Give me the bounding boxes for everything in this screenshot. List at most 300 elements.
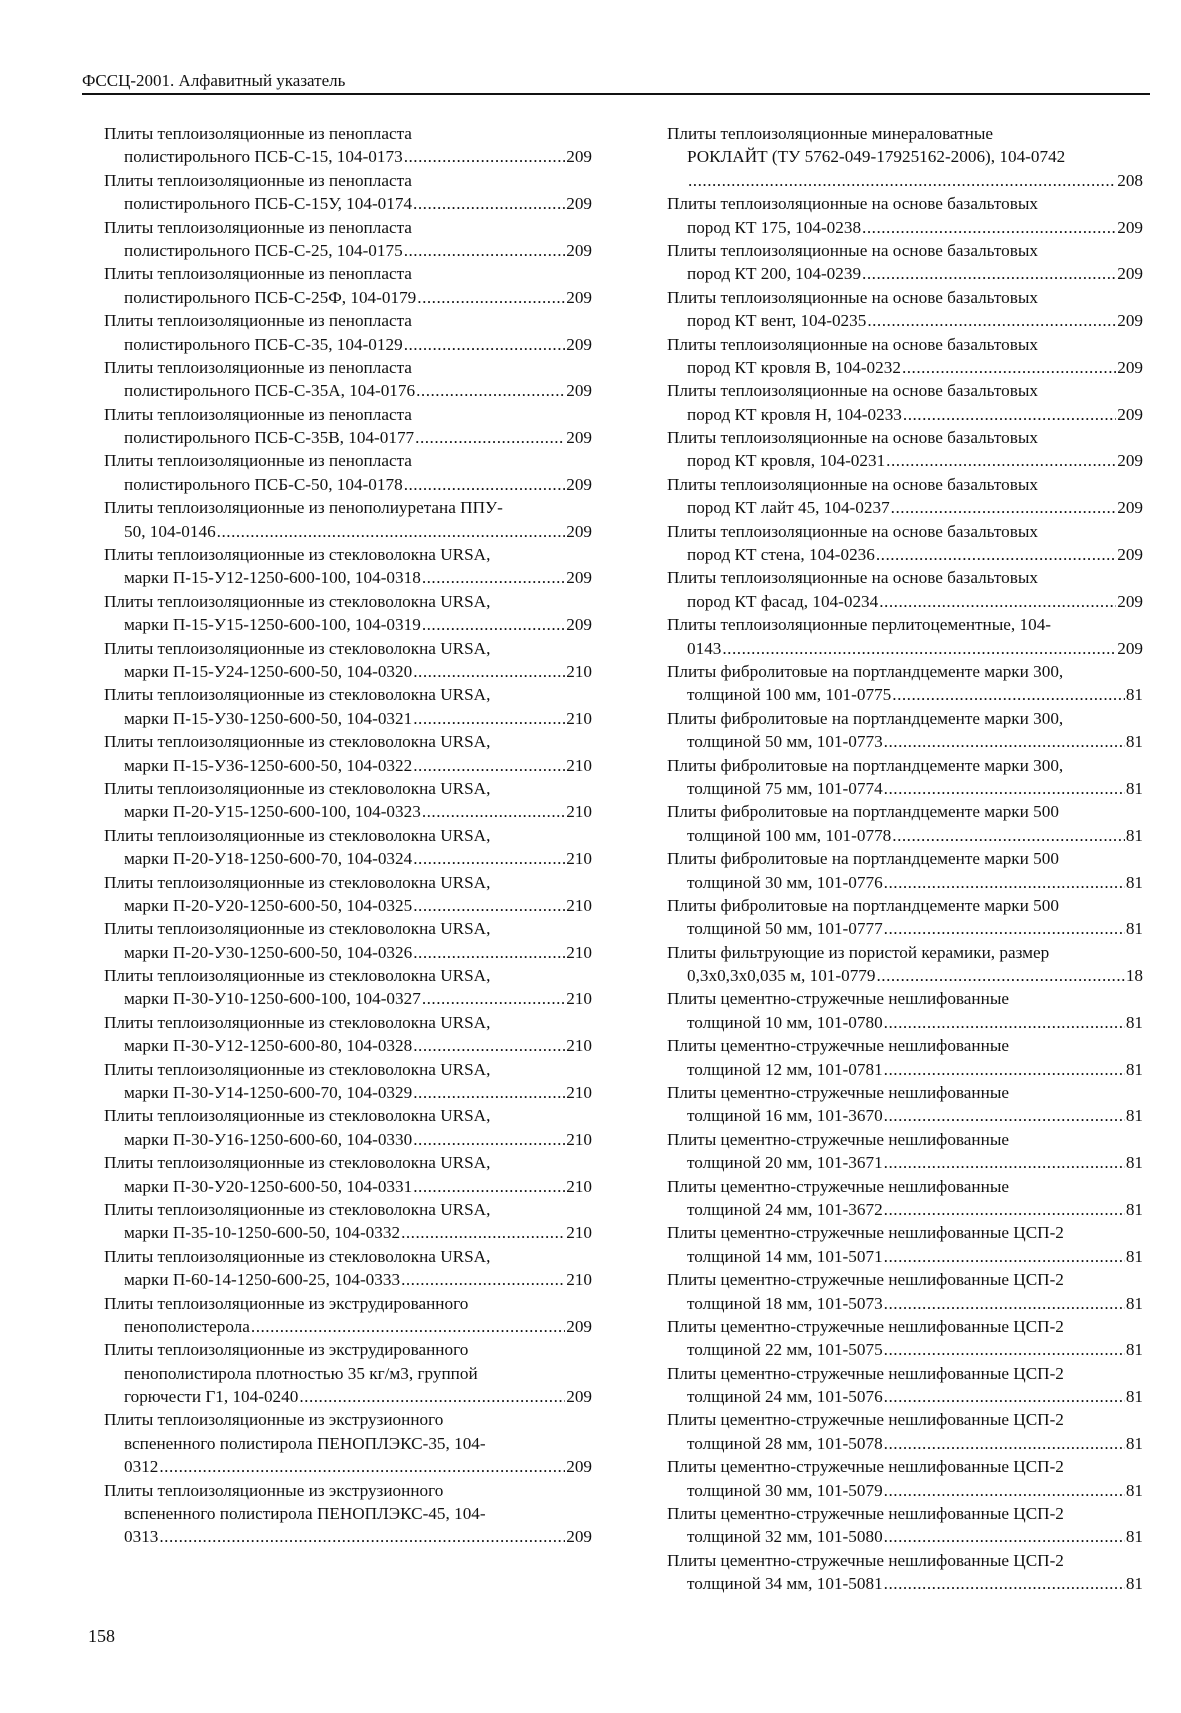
index-entry: [104, 871, 592, 918]
index-entry-text: вспененного полистирола ПЕНОПЛЭКС-45, 104-: [124, 1504, 486, 1524]
leader-dots: [892, 683, 1125, 706]
index-entry-page: 210: [566, 942, 592, 962]
index-entry-text: Плиты фибролитовые на портландцементе марки 500: [667, 849, 1059, 869]
index-entry-page: 81: [1125, 919, 1143, 939]
index-entry-last-line: [104, 894, 592, 917]
index-entry-text: марки П-15-У36-1250-600-50, 104-0322: [124, 755, 413, 775]
page-header: ФССЦ-2001. Алфавитный указатель: [82, 70, 1150, 95]
index-entry-text: толщиной 18 мм, 101-5073: [687, 1293, 883, 1313]
index-entry-text: марки П-30-У12-1250-600-80, 104-0328: [124, 1036, 413, 1056]
index-entry-last-line: [104, 1268, 592, 1291]
index-entry-text: Плиты теплоизоляционные из пенопласта: [104, 451, 412, 471]
index-entry-page: 210: [566, 895, 592, 915]
index-entry-page: 209: [566, 381, 592, 401]
index-entry-last-line: [667, 496, 1143, 519]
index-entry-page: 81: [1125, 872, 1143, 892]
leader-dots: [884, 871, 1125, 894]
index-entry-text: Плиты цементно-стружечные нешлифованные ЦСП-2: [667, 1457, 1064, 1477]
index-entry-text: Плиты теплоизоляционные из стекловолокна URSA,: [104, 919, 491, 939]
index-entry-last-line: [104, 1128, 592, 1151]
index-entry-page: 81: [1125, 1106, 1143, 1126]
index-entry-text: Плиты цементно-стружечные нешлифованные ЦСП-2: [667, 1410, 1064, 1430]
leader-dots: [884, 1011, 1125, 1034]
index-entry-last-line: [667, 590, 1143, 613]
index-entry-text: марки П-30-У20-1250-600-50, 104-0331: [124, 1176, 413, 1196]
index-entry-text: 0143: [687, 638, 722, 658]
index-entry-text: толщиной 100 мм, 101-0778: [687, 825, 892, 845]
index-entry-text: Плиты фибролитовые на портландцементе марки 300,: [667, 708, 1064, 728]
index-entry-text: марки П-35-10-1250-600-50, 104-0332: [124, 1223, 401, 1243]
index-entry-page: 209: [566, 287, 592, 307]
index-entry-page: 81: [1125, 1059, 1143, 1079]
index-entry-last-line: [104, 987, 592, 1010]
index-entry-text: полистирольного ПСБ-С-25, 104-0175: [124, 240, 403, 260]
index-entry-text: марки П-60-14-1250-600-25, 104-0333: [124, 1270, 401, 1290]
index-entry: [667, 379, 1143, 426]
index-entry-page: 210: [566, 802, 592, 822]
index-entry-text: толщиной 34 мм, 101-5081: [687, 1574, 883, 1594]
index-entry-text: марки П-20-У20-1250-600-50, 104-0325: [124, 895, 413, 915]
index-entry-text: Плиты теплоизоляционные из стекловолокна URSA,: [104, 1153, 491, 1173]
index-entry-text: толщиной 10 мм, 101-0780: [687, 1012, 883, 1032]
index-entry-page: 81: [1125, 1387, 1143, 1407]
index-entry-page: 210: [566, 1270, 592, 1290]
index-entry-last-line: [667, 1479, 1143, 1502]
index-entry: [104, 683, 592, 730]
index-entry-page: 18: [1125, 966, 1143, 986]
index-entry-text: Плиты теплоизоляционные из пенопласта: [104, 311, 412, 331]
index-entry-text: Плиты теплоизоляционные из стекловолокна URSA,: [104, 685, 491, 705]
index-entry-page: 81: [1125, 778, 1143, 798]
index-entry-text: Плиты теплоизоляционные на основе базальтовых: [667, 521, 1038, 541]
index-entry-last-line: [104, 520, 592, 543]
index-entry-text: марки П-30-У16-1250-600-60, 104-0330: [124, 1129, 413, 1149]
leader-dots: [413, 894, 565, 917]
index-entry-text: Плиты теплоизоляционные на основе базальтовых: [667, 334, 1038, 354]
index-entry-last-line: [104, 1385, 592, 1408]
index-entry-text: Плиты цементно-стружечные нешлифованные: [667, 1176, 1010, 1196]
index-entry: [104, 1245, 592, 1292]
index-entry-page: 209: [566, 1387, 592, 1407]
index-entry-page: 81: [1125, 1199, 1143, 1219]
index-entry-page: 210: [566, 1036, 592, 1056]
leader-dots: [884, 777, 1125, 800]
index-entry-last-line: [667, 1058, 1143, 1081]
index-entry: [667, 333, 1143, 380]
index-entry: [667, 941, 1143, 988]
index-column-left: [104, 122, 592, 1549]
index-entry: [104, 730, 592, 777]
leader-dots: [422, 987, 565, 1010]
index-entry-text: Плиты теплоизоляционные из стекловолокна URSA,: [104, 545, 491, 565]
index-entry-text: толщиной 22 мм, 101-5075: [687, 1340, 883, 1360]
index-entry-text: пород КТ кровля В, 104-0232: [687, 357, 901, 377]
index-entry-text: полистирольного ПСБ-С-25Ф, 104-0179: [124, 287, 417, 307]
index-entry-text: Плиты цементно-стружечные нешлифованные ЦСП-2: [667, 1223, 1064, 1243]
index-entry: [667, 754, 1143, 801]
index-entry-last-line: [104, 613, 592, 636]
index-entry-text: Плиты теплоизоляционные из стекловолокна URSA,: [104, 872, 491, 892]
index-entry-page: 210: [566, 661, 592, 681]
index-entry-page: 81: [1125, 1433, 1143, 1453]
index-entry: [667, 1315, 1143, 1362]
index-entry: [104, 309, 592, 356]
index-entry-last-line: [104, 1315, 592, 1338]
index-entry-last-line: [104, 286, 592, 309]
index-entry-text: Плиты теплоизоляционные из пенопласта: [104, 357, 412, 377]
index-entry-page: 209: [566, 240, 592, 260]
index-column-right: [667, 122, 1143, 1596]
leader-dots: [401, 1221, 565, 1244]
index-entry-text: Плиты цементно-стружечные нешлифованные ЦСП-2: [667, 1363, 1064, 1383]
index-entry-page: 81: [1125, 1293, 1143, 1313]
index-entry: [667, 1268, 1143, 1315]
index-entry-last-line: [667, 917, 1143, 940]
index-entry-text: Плиты теплоизоляционные на основе базальтовых: [667, 568, 1038, 588]
index-entry: [667, 847, 1143, 894]
leader-dots: [884, 730, 1125, 753]
index-entry: [104, 964, 592, 1011]
index-entry: [104, 824, 592, 871]
leader-dots: [413, 1128, 565, 1151]
leader-dots: [884, 1292, 1125, 1315]
index-entry-text: 50, 104-0146: [124, 521, 216, 541]
leader-dots: [891, 496, 1117, 519]
index-entry-last-line: [667, 403, 1143, 426]
index-entry-page: 81: [1125, 1340, 1143, 1360]
index-entry: [667, 239, 1143, 286]
index-entry-text: Плиты теплоизоляционные из пенополиуретана ППУ-: [104, 498, 503, 518]
index-entry-page: 210: [566, 1129, 592, 1149]
index-entry-text: марки П-15-У12-1250-600-100, 104-0318: [124, 568, 421, 588]
index-entry-page: 209: [1117, 545, 1143, 565]
index-entry-page: 210: [566, 708, 592, 728]
leader-dots: [404, 473, 566, 496]
index-entry-text: 0,3х0,3х0,035 м, 101-0779: [687, 966, 876, 986]
leader-dots: [688, 169, 1116, 192]
index-entry-text: полистирольного ПСБ-С-35В, 104-0177: [124, 428, 415, 448]
index-entry-last-line: [104, 145, 592, 168]
index-entry-text: толщиной 50 мм, 101-0773: [687, 732, 883, 752]
index-entry-text: пенополистирола плотностью 35 кг/м3, группой: [124, 1363, 478, 1383]
index-entry-page: 209: [1117, 311, 1143, 331]
index-entry-last-line: [667, 449, 1143, 472]
index-entry-text: марки П-20-У18-1250-600-70, 104-0324: [124, 849, 413, 869]
index-entry-page: 209: [1117, 451, 1143, 471]
leader-dots: [867, 309, 1116, 332]
leader-dots: [886, 449, 1116, 472]
index-entry: [104, 262, 592, 309]
index-entry-page: 81: [1125, 1527, 1143, 1547]
index-entry-page: 209: [566, 1316, 592, 1336]
page-number: 158: [88, 1626, 115, 1646]
leader-dots: [422, 800, 565, 823]
index-entry-page: 209: [1117, 264, 1143, 284]
index-entry-text: марки П-15-У15-1250-600-100, 104-0319: [124, 615, 421, 635]
leader-dots: [722, 637, 1116, 660]
leader-dots: [892, 824, 1125, 847]
index-entry: [667, 1081, 1143, 1128]
index-entry: [667, 613, 1143, 660]
leader-dots: [413, 192, 565, 215]
index-entry-text: Плиты теплоизоляционные из экструзионного: [104, 1410, 444, 1430]
leader-dots: [884, 1058, 1125, 1081]
index-entry: [104, 496, 592, 543]
index-entry-last-line: [667, 1151, 1143, 1174]
index-entry-last-line: [667, 1245, 1143, 1268]
index-entry-page: 210: [566, 755, 592, 775]
index-entry-last-line: [667, 216, 1143, 239]
index-entry-last-line: [104, 1081, 592, 1104]
index-entry: [667, 1455, 1143, 1502]
index-entry-text: пород КТ лайт 45, 104-0237: [687, 498, 890, 518]
index-entry-text: марки П-20-У15-1250-600-100, 104-0323: [124, 802, 421, 822]
index-entry-text: полистирольного ПСБ-С-35А, 104-0176: [124, 381, 416, 401]
index-entry-text: РОКЛАЙТ (ТУ 5762-049-17925162-2006), 104-0742: [687, 147, 1066, 167]
leader-dots: [903, 403, 1116, 426]
index-entry-page: 209: [566, 194, 592, 214]
index-entry-text: толщиной 50 мм, 101-0777: [687, 919, 883, 939]
index-entry: [104, 543, 592, 590]
index-entry-last-line: [104, 707, 592, 730]
index-entry-text: толщиной 20 мм, 101-3671: [687, 1153, 883, 1173]
leader-dots: [413, 1034, 565, 1057]
leader-dots: [876, 964, 1124, 987]
leader-dots: [159, 1455, 565, 1478]
index-entry-last-line: [104, 333, 592, 356]
index-entry: [667, 987, 1143, 1034]
leader-dots: [884, 1525, 1125, 1548]
index-entry-text: горючести Г1, 104-0240: [124, 1387, 299, 1407]
index-entry-last-line: [104, 660, 592, 683]
index-entry-last-line: [667, 777, 1143, 800]
index-entry-text: пород КТ кровля, 104-0231: [687, 451, 886, 471]
leader-dots: [299, 1385, 565, 1408]
index-entry-text: Плиты теплоизоляционные на основе базальтовых: [667, 381, 1038, 401]
index-entry-page: 209: [1117, 638, 1143, 658]
index-entry: [104, 1058, 592, 1105]
leader-dots: [417, 286, 565, 309]
index-entry-last-line: [104, 426, 592, 449]
leader-dots: [413, 941, 565, 964]
index-entry: [104, 449, 592, 496]
index-entry-page: 209: [1117, 357, 1143, 377]
index-entry-last-line: [667, 730, 1143, 753]
index-entry: [104, 1011, 592, 1058]
index-entry-text: Плиты цементно-стружечные нешлифованные: [667, 1129, 1010, 1149]
index-entry-page: 209: [566, 147, 592, 167]
index-entry-last-line: [667, 1385, 1143, 1408]
index-entry-text: пород КТ 200, 104-0239: [687, 264, 862, 284]
index-entry-last-line: [667, 1198, 1143, 1221]
index-entry-last-line: [104, 239, 592, 262]
index-entry-text: Плиты фибролитовые на портландцементе марки 500: [667, 802, 1059, 822]
index-entry-text: Плиты фибролитовые на портландцементе марки 300,: [667, 661, 1064, 681]
index-entry-text: полистирольного ПСБ-С-15, 104-0173: [124, 147, 403, 167]
index-entry-text: Плиты теплоизоляционные из стекловолокна URSA,: [104, 638, 491, 658]
index-entry-text: Плиты теплоизоляционные из стекловолокна URSA,: [104, 966, 491, 986]
leader-dots: [413, 1175, 565, 1198]
index-entry-page: 209: [566, 568, 592, 588]
index-entry-text: Плиты теплоизоляционные из пенопласта: [104, 124, 412, 143]
index-entry-last-line: [104, 847, 592, 870]
leader-dots: [413, 707, 565, 730]
leader-dots: [862, 216, 1116, 239]
index-entry-text: марки П-30-У10-1250-600-100, 104-0327: [124, 989, 421, 1009]
index-entry-text: толщиной 12 мм, 101-0781: [687, 1059, 883, 1079]
index-entry: [667, 286, 1143, 333]
index-entry-text: Плиты теплоизоляционные из пенопласта: [104, 264, 412, 284]
leader-dots: [884, 1572, 1125, 1595]
index-entry-text: Плиты теплоизоляционные на основе базальтовых: [667, 240, 1038, 260]
index-entry-page: 81: [1125, 732, 1143, 752]
index-entry-text: марки П-15-У30-1250-600-50, 104-0321: [124, 708, 413, 728]
index-entry-last-line: [104, 379, 592, 402]
index-entry-text: полистирольного ПСБ-С-15У, 104-0174: [124, 194, 413, 214]
index-entry: [667, 1175, 1143, 1222]
index-entry: [104, 590, 592, 637]
index-entry-last-line: [667, 169, 1143, 192]
index-entry-page: 209: [566, 1527, 592, 1547]
index-entry: [104, 1104, 592, 1151]
index-entry-text: Плиты фильтрующие из пористой керамики, размер: [667, 942, 1050, 962]
index-entry-text: Плиты цементно-стружечные нешлифованные: [667, 989, 1010, 1009]
leader-dots: [884, 1479, 1125, 1502]
index-entry-text: Плиты теплоизоляционные из пенопласта: [104, 404, 412, 424]
leader-dots: [884, 1151, 1125, 1174]
index-entry-text: Плиты теплоизоляционные на основе базальтовых: [667, 428, 1038, 448]
index-entry-page: 81: [1125, 1480, 1143, 1500]
index-entry-last-line: [667, 824, 1143, 847]
leader-dots: [884, 1198, 1125, 1221]
index-entry-text: Плиты теплоизоляционные из пенопласта: [104, 217, 412, 237]
index-entry-text: Плиты цементно-стружечные нешлифованные: [667, 1036, 1010, 1056]
index-entry-text: Плиты теплоизоляционные из стекловолокна URSA,: [104, 732, 491, 752]
index-entry-text: Плиты теплоизоляционные из пенопласта: [104, 170, 412, 190]
index-entry-text: толщиной 100 мм, 101-0775: [687, 685, 892, 705]
index-entry-text: Плиты теплоизоляционные на основе базальтовых: [667, 194, 1038, 214]
index-entry: [667, 1549, 1143, 1596]
index-entry: [667, 566, 1143, 613]
index-entry: [104, 403, 592, 450]
index-entry-text: пород КТ вент, 104-0235: [687, 311, 867, 331]
index-entry: [104, 122, 592, 169]
index-entry-page: 209: [1117, 404, 1143, 424]
index-entry-page: 209: [566, 615, 592, 635]
index-entry-page: 210: [566, 1083, 592, 1103]
index-entry-page: 208: [1117, 170, 1143, 190]
index-entry-text: толщиной 30 мм, 101-0776: [687, 872, 883, 892]
index-entry-text: Плиты теплоизоляционные минераловатные: [667, 124, 994, 143]
index-entry-page: 81: [1125, 1153, 1143, 1173]
index-entry: [104, 917, 592, 964]
index-entry-text: толщиной 14 мм, 101-5071: [687, 1246, 883, 1266]
index-entry-page: 81: [1125, 1246, 1143, 1266]
index-entry: [104, 637, 592, 684]
index-entry-text: толщиной 30 мм, 101-5079: [687, 1480, 883, 1500]
index-entry-text: толщиной 28 мм, 101-5078: [687, 1433, 883, 1453]
index-entry-last-line: [104, 1525, 592, 1548]
leader-dots: [862, 262, 1116, 285]
index-entry-text: Плиты теплоизоляционные из стекловолокна URSA,: [104, 1246, 491, 1266]
index-entry-page: 209: [566, 428, 592, 448]
index-entry-page: 210: [566, 849, 592, 869]
leader-dots: [217, 520, 566, 543]
index-entry-page: 210: [566, 1223, 592, 1243]
index-entry: [104, 1292, 592, 1339]
index-entry-last-line: [667, 964, 1143, 987]
leader-dots: [884, 1104, 1125, 1127]
index-entry-page: 210: [566, 1176, 592, 1196]
index-entry-text: Плиты фибролитовые на портландцементе марки 300,: [667, 755, 1064, 775]
index-entry-text: Плиты фибролитовые на портландцементе марки 500: [667, 895, 1059, 915]
index-entry-text: марки П-20-У30-1250-600-50, 104-0326: [124, 942, 413, 962]
index-entry-text: Плиты теплоизоляционные на основе базальтовых: [667, 474, 1038, 494]
index-entry-page: 209: [566, 474, 592, 494]
index-entry-last-line: [667, 1011, 1143, 1034]
index-entry: [104, 777, 592, 824]
leader-dots: [413, 847, 565, 870]
index-entry-text: Плиты теплоизоляционные из стекловолокна URSA,: [104, 1106, 491, 1126]
index-entry-last-line: [667, 309, 1143, 332]
index-entry-last-line: [104, 473, 592, 496]
index-entry-text: Плиты цементно-стружечные нешлифованные ЦСП-2: [667, 1550, 1064, 1570]
leader-dots: [404, 239, 566, 262]
index-entry-text: Плиты цементно-стружечные нешлифованные ЦСП-2: [667, 1316, 1064, 1336]
index-entry-text: Плиты теплоизоляционные из стекловолокна URSA,: [104, 591, 491, 611]
index-entry-last-line: [104, 1175, 592, 1198]
index-entry-text: Плиты теплоизоляционные из экструдированного: [104, 1340, 469, 1360]
index-entry-text: Плиты теплоизоляционные перлитоцементные, 104-: [667, 615, 1052, 635]
leader-dots: [884, 1432, 1125, 1455]
index-entry-text: полистирольного ПСБ-С-50, 104-0178: [124, 474, 403, 494]
leader-dots: [159, 1525, 565, 1548]
index-entry-page: 209: [566, 521, 592, 541]
leader-dots: [884, 917, 1125, 940]
index-entry: [667, 1502, 1143, 1549]
leader-dots: [404, 333, 566, 356]
index-entry-last-line: [667, 1525, 1143, 1548]
index-entry-page: 81: [1125, 1012, 1143, 1032]
index-entry-last-line: [667, 262, 1143, 285]
leader-dots: [401, 1268, 565, 1291]
index-entry: [667, 660, 1143, 707]
index-entry-page: 209: [1117, 498, 1143, 518]
index-entry: [667, 1034, 1143, 1081]
leader-dots: [415, 426, 565, 449]
index-entry-text: Плиты теплоизоляционные из стекловолокна URSA,: [104, 1012, 491, 1032]
index-entry-page: 209: [1117, 217, 1143, 237]
index-entry-text: марки П-15-У24-1250-600-50, 104-0320: [124, 661, 413, 681]
index-entry-text: пород КТ фасад, 104-0234: [687, 591, 879, 611]
index-entry: [667, 800, 1143, 847]
index-entry-text: Плиты теплоизоляционные из стекловолокна URSA,: [104, 1059, 491, 1079]
index-entry-text: Плиты теплоизоляционные из экструдированного: [104, 1293, 469, 1313]
index-entry-last-line: [667, 1104, 1143, 1127]
index-entry-last-line: [667, 1338, 1143, 1361]
index-entry-page: 81: [1125, 685, 1143, 705]
index-entry-last-line: [667, 871, 1143, 894]
index-entry: [104, 1408, 592, 1478]
index-entry-text: вспененного полистирола ПЕНОПЛЭКС-35, 104-: [124, 1433, 486, 1453]
index-entry-text: полистирольного ПСБ-С-35, 104-0129: [124, 334, 403, 354]
index-entry-text: Плиты цементно-стружечные нешлифованные ЦСП-2: [667, 1504, 1064, 1524]
index-entry-page: 209: [1117, 591, 1143, 611]
index-entry-page: 210: [566, 989, 592, 1009]
index-entry-page: 209: [566, 334, 592, 354]
index-entry-last-line: [667, 1432, 1143, 1455]
index-entry-text: Плиты теплоизоляционные из стекловолокна URSA,: [104, 1199, 491, 1219]
